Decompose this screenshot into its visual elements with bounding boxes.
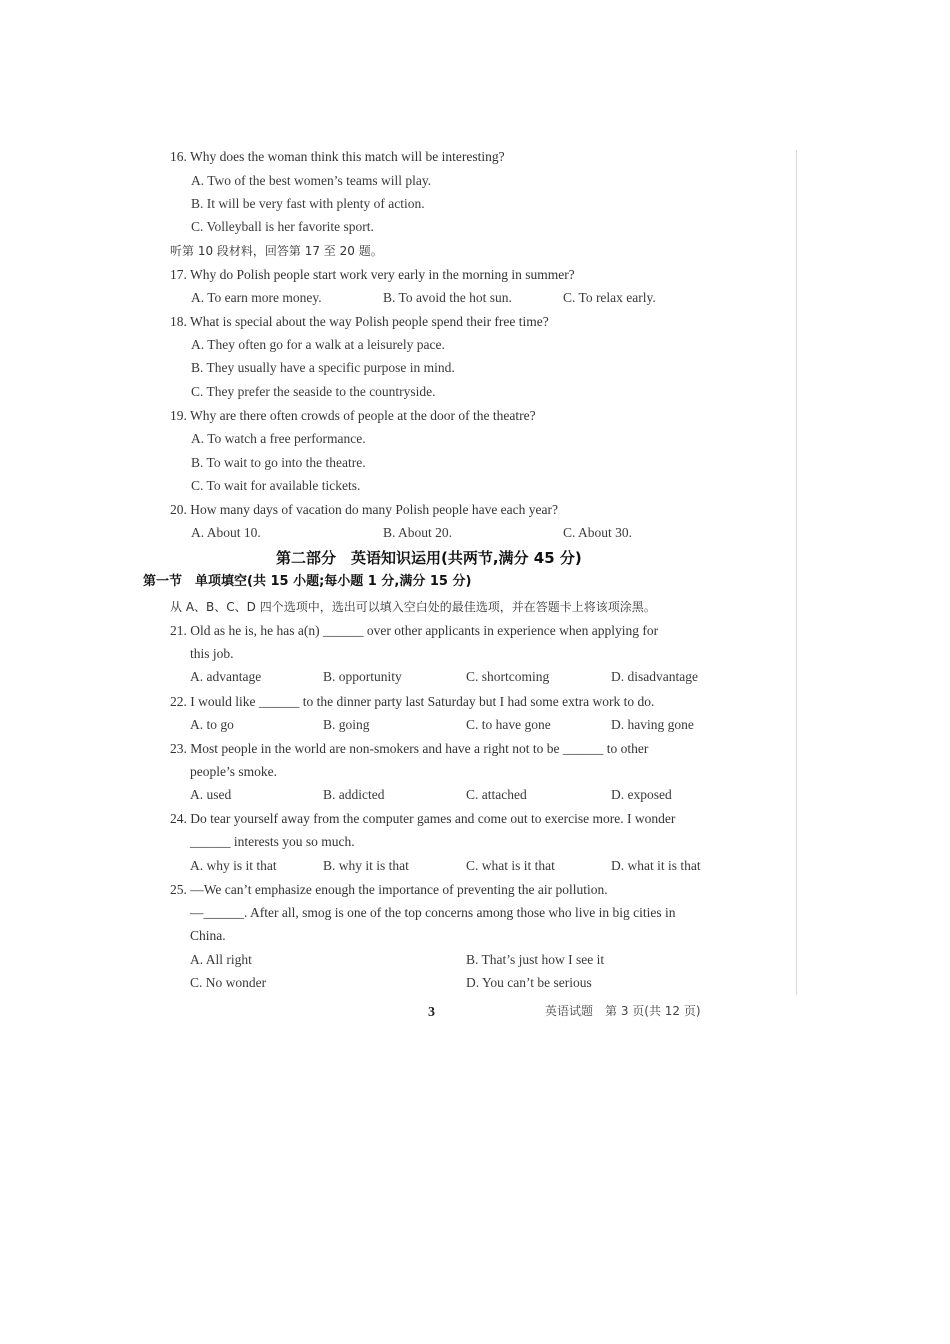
option-25c: C. No wonder: [190, 975, 267, 990]
option-23d: D. exposed: [611, 787, 672, 802]
question-25-line2: —______. After all, smog is one of the top concerns among those who live in big cities in: [190, 905, 676, 920]
option-22a: A. to go: [190, 717, 234, 732]
option-21b: B. opportunity: [323, 669, 402, 684]
option-17a: A. To earn more money.: [191, 290, 322, 305]
option-21d: D. disadvantage: [611, 669, 698, 684]
option-23a: A. used: [190, 787, 232, 802]
option-18c: C. They prefer the seaside to the countryside.: [191, 384, 436, 399]
option-16b: B. It will be very fast with plenty of action.: [191, 196, 425, 211]
option-16a: A. Two of the best women’s teams will play.: [191, 173, 432, 188]
option-19b: B. To wait to go into the theatre.: [191, 455, 366, 470]
option-17c: C. To relax early.: [563, 290, 656, 305]
option-22b: B. going: [323, 717, 370, 732]
scan-edge-line: [796, 150, 797, 995]
option-20b: B. About 20.: [383, 525, 453, 540]
listening-instruction: 听第 10 段材料，回答第 17 至 20 题。: [170, 244, 383, 258]
option-23b: B. addicted: [323, 787, 385, 802]
option-25d: D. You can’t be serious: [466, 975, 592, 990]
option-18b: B. They usually have a specific purpose in mind.: [191, 360, 455, 375]
option-18a: A. They often go for a walk at a leisurely pace.: [191, 337, 445, 352]
part-2-title: 第二部分 英语知识运用(共两节,满分 45 分): [276, 549, 582, 567]
question-22-line1: 22. I would like ______ to the dinner party last Saturday but I had some extra work to do.: [170, 694, 655, 709]
question-23-line1: 23. Most people in the world are non-smokers and have a right not to be ______ to other: [170, 741, 649, 756]
question-19: 19. Why are there often crowds of people at the door of the theatre?: [170, 408, 536, 423]
option-23c: C. attached: [466, 787, 527, 802]
question-23-line2: people’s smoke.: [190, 764, 277, 779]
question-21-line2: this job.: [190, 646, 234, 661]
section-1-title: 第一节 单项填空(共 15 小题;每小题 1 分,满分 15 分): [143, 574, 472, 589]
option-22d: D. having gone: [611, 717, 694, 732]
page-info: 英语试题 第 3 页(共 12 页): [545, 1004, 701, 1018]
option-22c: C. to have gone: [466, 717, 551, 732]
option-25b: B. That’s just how I see it: [466, 952, 605, 967]
option-19c: C. To wait for available tickets.: [191, 478, 361, 493]
question-21-line1: 21. Old as he is, he has a(n) ______ over other applicants in experience when applying for: [170, 623, 659, 638]
question-17: 17. Why do Polish people start work very early in the morning in summer?: [170, 267, 575, 282]
question-18: 18. What is special about the way Polish people spend their free time?: [170, 314, 549, 329]
section-1-instruction: 从 A、B、C、D 四个选项中，选出可以填入空白处的最佳选项，并在答题卡上将该项涂黑。: [170, 600, 656, 614]
option-16c: C. Volleyball is her favorite sport.: [191, 219, 374, 234]
option-20a: A. About 10.: [191, 525, 261, 540]
option-21a: A. advantage: [190, 669, 262, 684]
page-number: 3: [428, 1005, 435, 1020]
question-24-line1: 24. Do tear yourself away from the computer games and come out to exercise more. I wonder: [170, 811, 676, 826]
option-24d: D. what it is that: [611, 858, 701, 873]
question-25-line3: China.: [190, 928, 226, 943]
option-24a: A. why is it that: [190, 858, 277, 873]
option-20c: C. About 30.: [563, 525, 633, 540]
question-20: 20. How many days of vacation do many Polish people have each year?: [170, 502, 559, 517]
question-16: 16. Why does the woman think this match will be interesting?: [170, 149, 505, 164]
option-17b: B. To avoid the hot sun.: [383, 290, 512, 305]
option-19a: A. To watch a free performance.: [191, 431, 366, 446]
option-21c: C. shortcoming: [466, 669, 550, 684]
option-25a: A. All right: [190, 952, 252, 967]
question-24-line2: ______ interests you so much.: [190, 834, 355, 849]
option-24b: B. why it is that: [323, 858, 409, 873]
option-24c: C. what is it that: [466, 858, 555, 873]
question-25-line1: 25. —We can’t emphasize enough the importance of preventing the air pollution.: [170, 882, 608, 897]
